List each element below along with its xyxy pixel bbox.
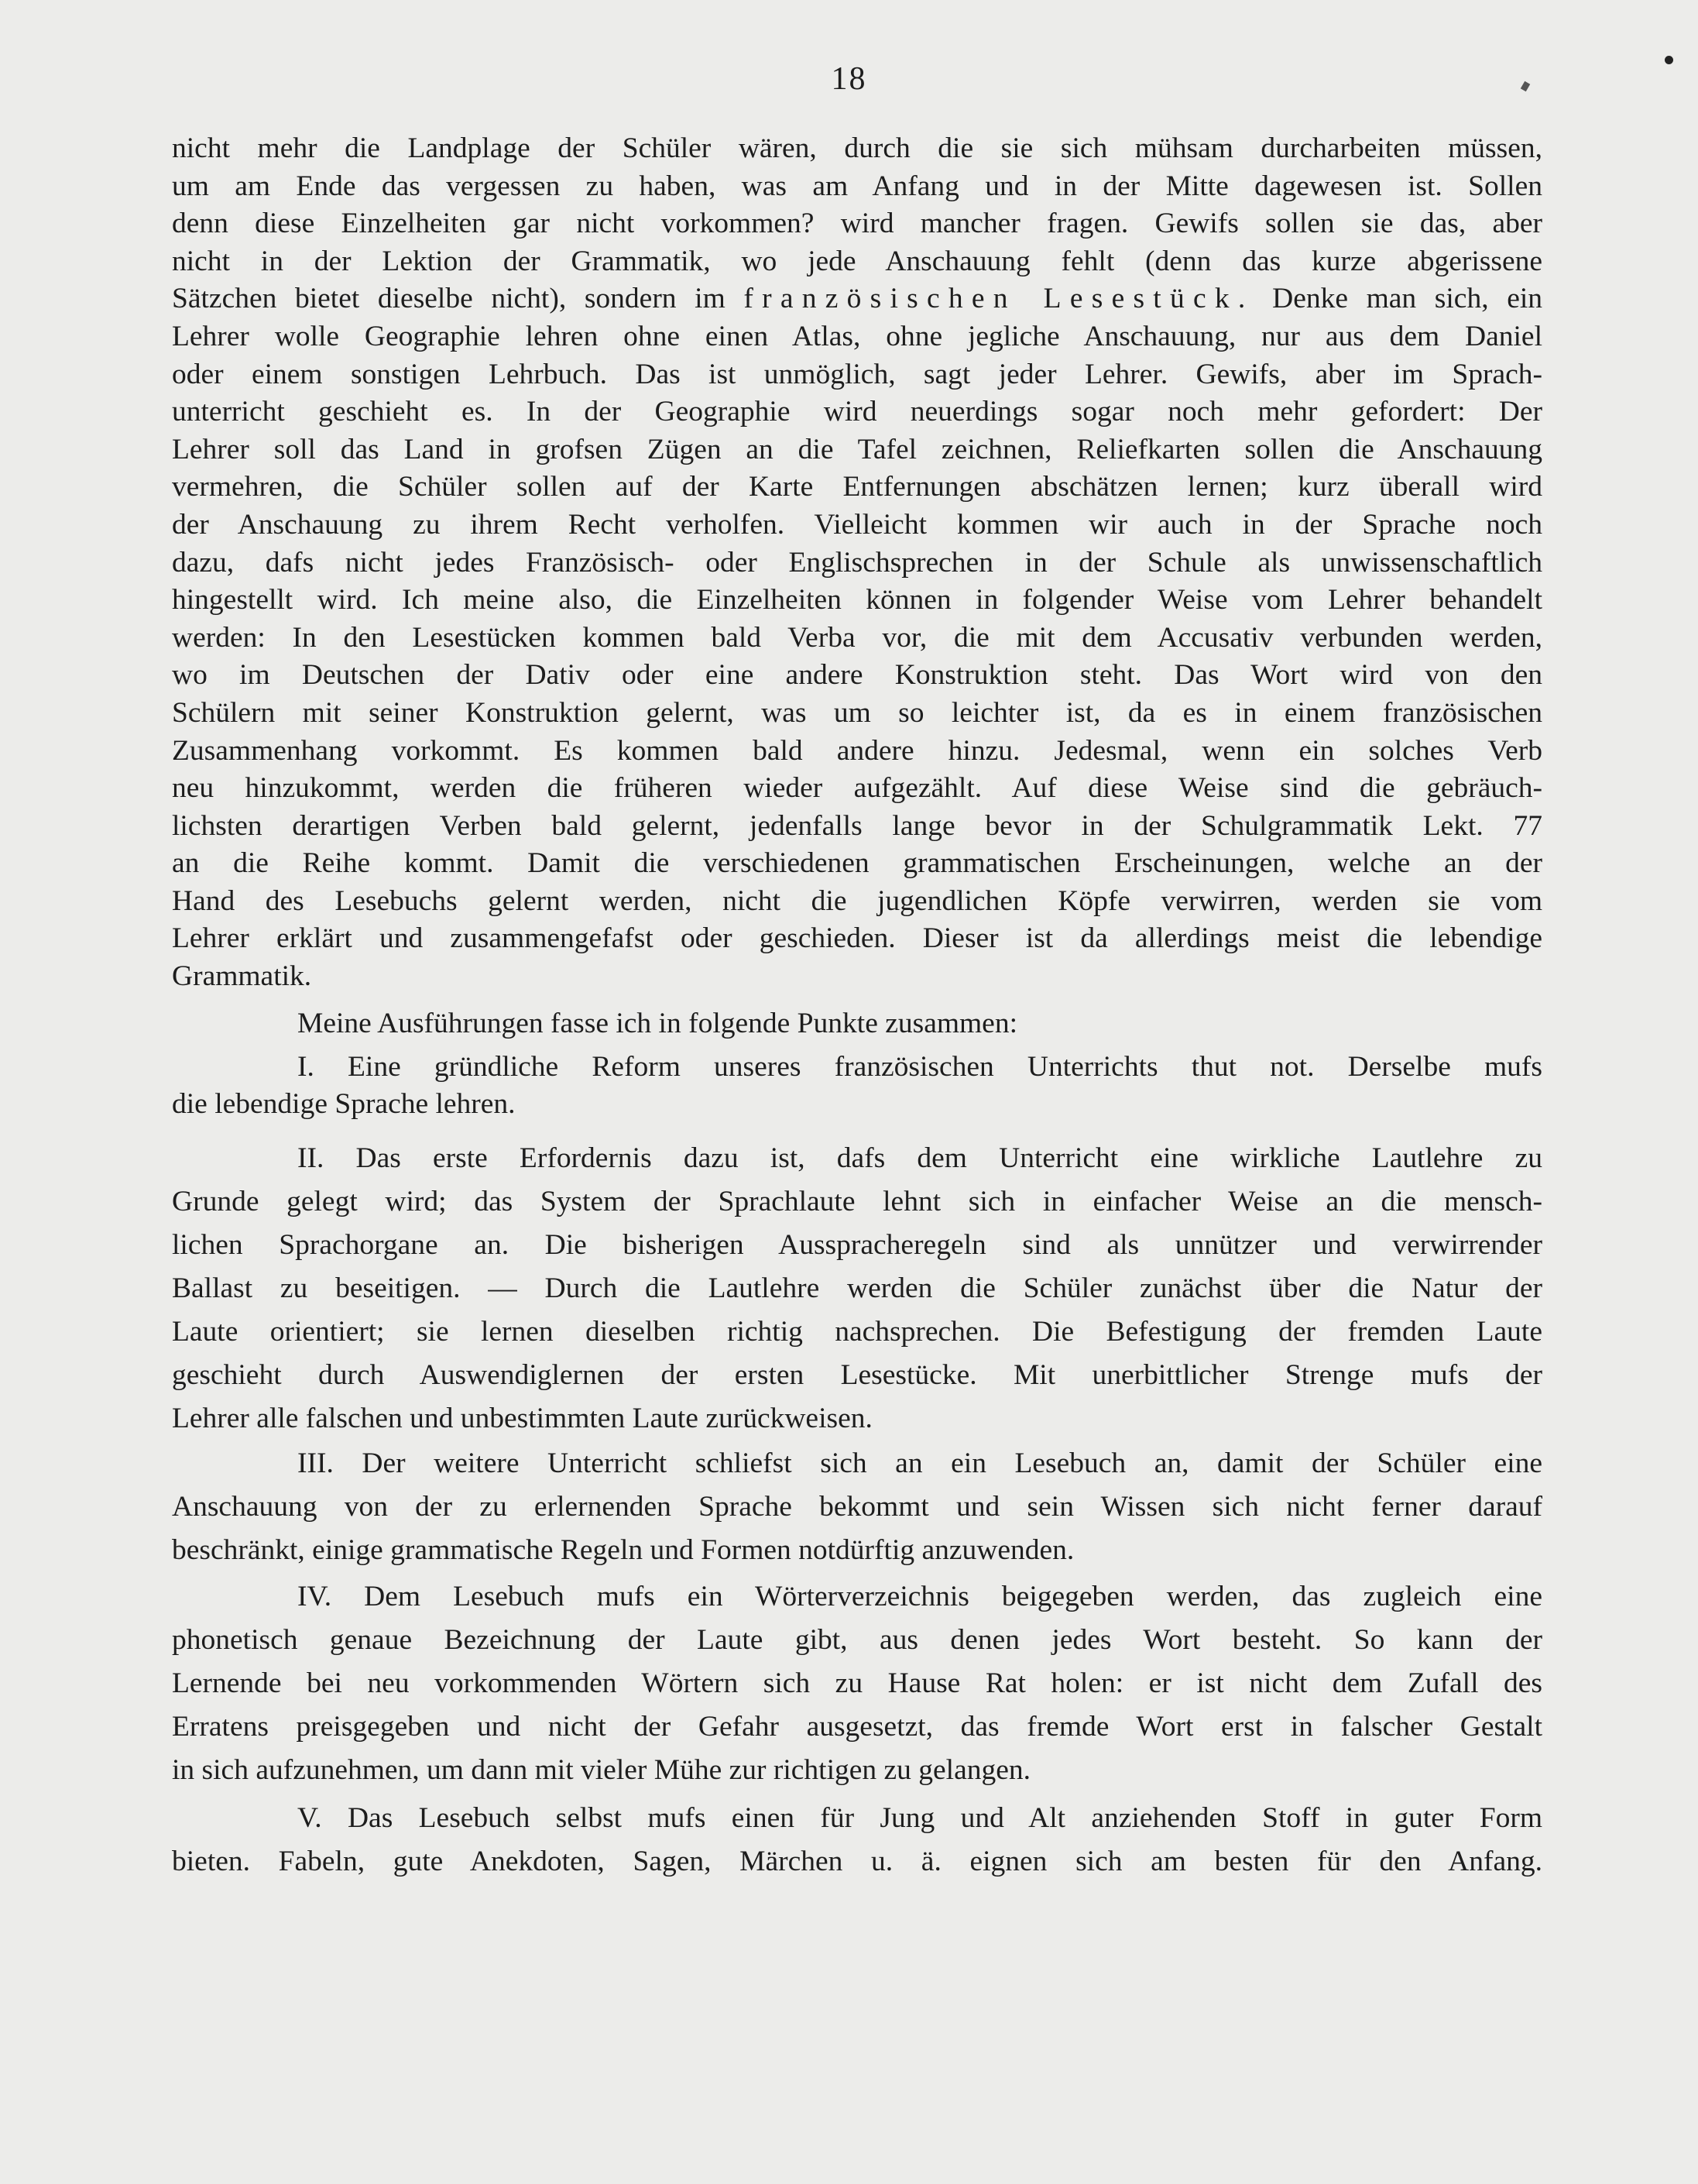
text-line: Schülern mit seiner Konstruktion gelernt, was um so leichter ist, da es in einem französischen <box>172 696 1542 729</box>
text-line: Grunde gelegt wird; das System der Sprachlaute lehnt sich in einfacher Weise an die mensch- <box>172 1186 1542 1217</box>
text-line: vermehren, die Schüler sollen auf der Karte Entfernungen abschätzen lernen; kurz überall wird <box>172 471 1542 503</box>
text-line: in sich aufzunehmen, um dann mit vieler Mühe zur richtigen zu gelangen. <box>172 1754 1031 1786</box>
text-line: um am Ende das vergessen zu haben, was am Anfang und in der Mitte dagewesen ist. Sollen <box>172 170 1542 202</box>
text-line: der Anschauung zu ihrem Recht verholfen. Vielleicht kommen wir auch in der Sprache noch <box>172 508 1542 541</box>
text-line: unterricht geschieht es. In der Geographie wird neuerdings sogar noch mehr gefordert: Der <box>172 396 1542 428</box>
text-line: oder einem sonstigen Lehrbuch. Das ist unmöglich, sagt jeder Lehrer. Gewifs, aber im Sprach- <box>172 358 1542 390</box>
text-line: die lebendige Sprache lehren. <box>172 1088 516 1120</box>
text-line: dazu, dafs nicht jedes Französisch- oder Englischsprechen in der Schule als unwissenschaftlich <box>172 546 1542 579</box>
text-line: Erratens preisgegeben und nicht der Gefahr ausgesetzt, das fremde Wort erst in falscher Gestalt <box>172 1711 1542 1743</box>
text-line: V. Das Lesebuch selbst mufs einen für Jung und Alt anziehenden Stoff in guter Form <box>297 1802 1542 1834</box>
point-1 <box>172 1049 1542 1123</box>
text-line: hingestellt wird. Ich meine also, die Einzelheiten können in folgender Weise vom Lehrer behandelt <box>172 584 1542 616</box>
text-line: neu hinzukommt, werden die früheren wieder aufgezählt. Auf diese Weise sind die gebräuch- <box>172 772 1542 805</box>
text-line: nicht in der Lektion der Grammatik, wo jede Anschauung fehlt (denn das kurze abgerissene <box>172 245 1542 277</box>
emphasized-text: französischen Lesestück. <box>743 283 1254 315</box>
text-line: Grammatik. <box>172 960 312 993</box>
text-line: III. Der weitere Unterricht schliefst sich an ein Lesebuch an, damit der Schüler eine <box>297 1447 1542 1479</box>
text-line: Hand des Lesebuchs gelernt werden, nicht die jugendlichen Köpfe verwirren, werden sie vom <box>172 884 1542 917</box>
point-2 <box>172 1137 1542 1441</box>
summary-intro <box>172 1005 1542 1042</box>
text-line: Meine Ausführungen fasse ich in folgende Punkte zusammen: <box>297 1008 1017 1039</box>
point-3 <box>172 1442 1542 1572</box>
text-line: bieten. Fabeln, gute Anekdoten, Sagen, Märchen u. ä. eignen sich am besten für den Anfang. <box>172 1846 1542 1877</box>
text-line: Lernende bei neu vorkommenden Wörtern sich zu Hause Rat holen: er ist nicht dem Zufall des <box>172 1667 1542 1699</box>
text-line: Anschauung von der zu erlernenden Sprache bekommt und sein Wissen sich nicht ferner darauf <box>172 1491 1542 1523</box>
page-number: 18 <box>831 61 867 97</box>
text-line: Lehrer erklärt und zusammengefafst oder geschieden. Dieser ist da allerdings meist die lebendige <box>172 922 1542 955</box>
text-line: beschränkt, einige grammatische Regeln und Formen notdürftig anzuwenden. <box>172 1534 1075 1566</box>
text-line: phonetisch genaue Bezeichnung der Laute gibt, aus denen jedes Wort besteht. So kann der <box>172 1624 1542 1656</box>
text-line: geschieht durch Auswendiglernen der ersten Lesestücke. Mit unerbittlicher Strenge mufs der <box>172 1359 1542 1391</box>
text-segment: Denke man sich, ein <box>1272 283 1543 315</box>
scan-speck <box>1665 56 1673 64</box>
point-5 <box>172 1797 1542 1884</box>
text-line: Laute orientiert; sie lernen dieselben richtig nachsprechen. Die Befestigung der fremden Laute <box>172 1316 1542 1348</box>
text-line: Lehrer alle falschen und unbestimmten Laute zurückweisen. <box>172 1403 873 1434</box>
text-segment: Sätzchen bietet dieselbe nicht), sondern im <box>172 283 726 315</box>
text-line: denn diese Einzelheiten gar nicht vorkommen? wird mancher fragen. Gewifs sollen sie das, aber <box>172 208 1542 240</box>
text-line: nicht mehr die Landplage der Schüler wären, durch die sie sich mühsam durcharbeiten müssen, <box>172 132 1542 164</box>
text-line: lichen Sprachorgane an. Die bisherigen Ausspracheregeln sind als unnützer und verwirrender <box>172 1229 1542 1261</box>
text-line: wo im Deutschen der Dativ oder eine andere Konstruktion steht. Das Wort wird von den <box>172 659 1542 692</box>
text-line: Lehrer soll das Land in grofsen Zügen an die Tafel zeichnen, Reliefkarten sollen die Anschauung <box>172 433 1542 465</box>
text-line: an die Reihe kommt. Damit die verschiedenen grammatischen Erscheinungen, welche an der <box>172 847 1542 880</box>
main-paragraph <box>172 130 1542 996</box>
text-line: Ballast zu beseitigen. — Durch die Lautlehre werden die Schüler zunächst über die Natur der <box>172 1272 1542 1304</box>
text-line: I. Eine gründliche Reform unseres französischen Unterrichts thut not. Derselbe mufs <box>297 1051 1542 1083</box>
point-4 <box>172 1575 1542 1792</box>
text-line: Zusammenhang vorkommt. Es kommen bald andere hinzu. Jedesmal, wenn ein solches Verb <box>172 734 1542 767</box>
text-line: II. Das erste Erfordernis dazu ist, dafs dem Unterricht eine wirkliche Lautlehre zu <box>297 1142 1542 1174</box>
text-line <box>172 280 1542 318</box>
text-line: IV. Dem Lesebuch mufs ein Wörterverzeichnis beigegeben werden, das zugleich eine <box>297 1581 1542 1612</box>
text-line: lichsten derartigen Verben bald gelernt, jedenfalls lange bevor in der Schulgrammatik Lekt. 77 <box>172 809 1542 842</box>
text-line: werden: In den Lesestücken kommen bald Verba vor, die mit dem Accusativ verbunden werden, <box>172 621 1542 654</box>
text-line: Lehrer wolle Geographie lehren ohne einen Atlas, ohne jegliche Anschauung, nur aus dem Daniel <box>172 320 1542 352</box>
